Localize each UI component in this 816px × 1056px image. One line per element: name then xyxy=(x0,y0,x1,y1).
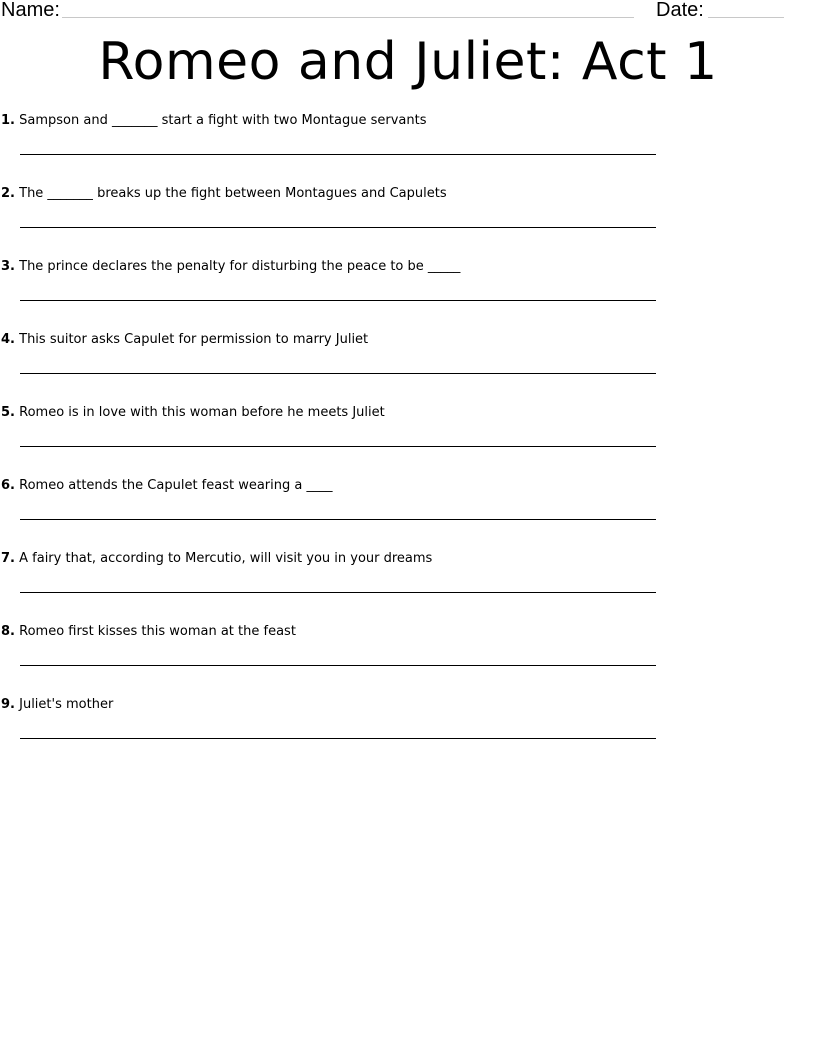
question-prompt: This suitor asks Capulet for permission to marry Juliet xyxy=(19,332,369,347)
question-number: 9. xyxy=(1,697,15,712)
question-text xyxy=(1,113,427,129)
question-prompt: The prince declares the penalty for disturbing the peace to be _____ xyxy=(19,259,461,274)
question-text xyxy=(1,478,333,494)
answer-line[interactable] xyxy=(20,665,656,666)
question-text xyxy=(1,405,385,421)
question-prompt: Sampson and _______ start a fight with two Montague servants xyxy=(19,113,427,128)
answer-line[interactable] xyxy=(20,446,656,447)
question-number: 7. xyxy=(1,551,15,566)
page-title: Romeo and Juliet: Act 1 xyxy=(98,32,718,92)
date-label: Date: xyxy=(656,0,704,21)
question-text xyxy=(1,551,432,567)
question-number: 6. xyxy=(1,478,15,493)
date-field-line[interactable] xyxy=(708,17,784,18)
question-text xyxy=(1,332,368,348)
question-text xyxy=(1,259,460,275)
question-number: 4. xyxy=(1,332,15,347)
question-prompt: Romeo first kisses this woman at the feast xyxy=(19,624,296,639)
answer-line[interactable] xyxy=(20,519,656,520)
answer-line[interactable] xyxy=(20,300,656,301)
answer-line[interactable] xyxy=(20,592,656,593)
name-field-line[interactable] xyxy=(62,17,634,18)
question-prompt: Romeo attends the Capulet feast wearing a ____ xyxy=(19,478,333,493)
question-prompt: A fairy that, according to Mercutio, will visit you in your dreams xyxy=(19,551,433,566)
answer-line[interactable] xyxy=(20,227,656,228)
question-text xyxy=(1,624,296,640)
question-prompt: The _______ breaks up the fight between Montagues and Capulets xyxy=(19,186,447,201)
question-prompt: Romeo is in love with this woman before he meets Juliet xyxy=(19,405,385,420)
question-number: 1. xyxy=(1,113,15,128)
question-text xyxy=(1,186,447,202)
answer-line[interactable] xyxy=(20,373,656,374)
question-number: 8. xyxy=(1,624,15,639)
question-text xyxy=(1,697,113,713)
name-label: Name: xyxy=(1,0,60,21)
question-number: 5. xyxy=(1,405,15,420)
worksheet-header xyxy=(0,0,816,24)
question-number: 2. xyxy=(1,186,15,201)
question-number: 3. xyxy=(1,259,15,274)
answer-line[interactable] xyxy=(20,154,656,155)
answer-line[interactable] xyxy=(20,738,656,739)
question-prompt: Juliet's mother xyxy=(19,697,114,712)
